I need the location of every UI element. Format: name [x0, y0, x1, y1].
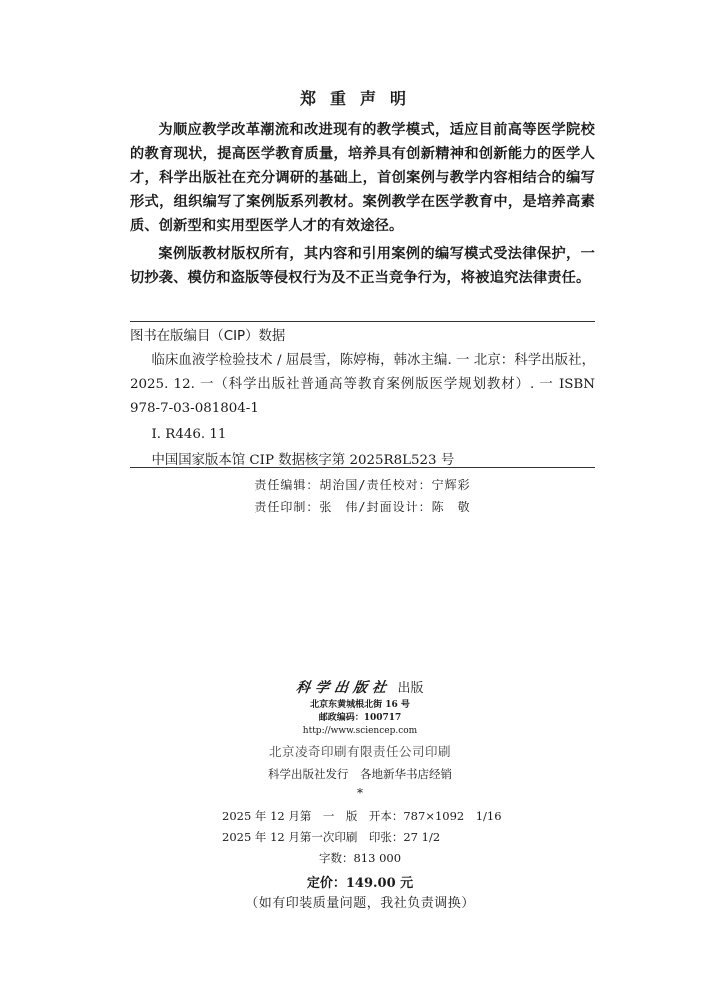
declaration-paragraph-1: 为顺应教学改革潮流和改进现有的教学模式，适应目前高等医学院校的教育现状，提高医学教育质量，培养具有创新精神和创新能力的医学人才，科学出版社在充分调研的基础上，首创案例与教学内容相结合的编写形式，组织编写了案例版系列教材。案例教学在医学教育中，是培养高素质、创新型和实用型医学人才的有效途径。 — [130, 122, 595, 234]
publisher-line — [0, 678, 720, 699]
publisher-logo: 科学出版社 — [295, 680, 393, 696]
word-count: 字数：813 000 — [318, 851, 402, 865]
edition-spec: 2025 年 12 月第 一 版 开本：787×1092 1/16 — [222, 809, 502, 823]
cip-top-rule — [130, 321, 595, 322]
credits-line-2: 责任印制：张 伟/封面设计：陈 敬 — [254, 500, 471, 514]
cip-classification: Ⅰ. R446. 11 — [151, 427, 227, 442]
publisher-block — [0, 678, 720, 738]
distribution-line: 科学出版社发行 各地新华书店经销 — [268, 767, 452, 781]
publisher-postcode: 邮政编码：100717 — [318, 713, 402, 723]
cip-record: 临床血液学检验技术 / 屈晨雪，陈婷梅，韩冰主编. 一 北京：科学出版社，2025. 12. 一（科学出版社普通高等教育案例版医学规划教材）. 一 ISBN 978-7-03-081804-1 — [130, 353, 595, 416]
credits-line-1: 责任编辑：胡治国/责任校对：宁辉彩 — [254, 478, 471, 492]
separator-star: * — [357, 786, 363, 800]
cip-bottom-rule — [130, 467, 595, 468]
cip-block — [130, 325, 595, 473]
publisher-suffix: 出版 — [397, 681, 424, 696]
printer-line: 北京凌奇印刷有限责任公司印刷 — [268, 744, 451, 759]
publisher-address: 北京东黄城根北街 16 号 — [310, 700, 410, 710]
editorial-credits — [0, 474, 720, 518]
price: 定价：149.00 元 — [306, 876, 414, 891]
cip-heading: 图书在版编目（CIP）数据 — [130, 329, 286, 344]
declaration-body — [130, 118, 595, 294]
publisher-url: http://www.sciencep.com — [302, 726, 418, 736]
printing-spec: 2025 年 12 月第一次印刷 印张：27 1/2 — [222, 830, 441, 844]
cip-approval-number: 中国国家版本馆 CIP 数据核字第 2025R8L523 号 — [151, 453, 455, 468]
quality-note: （如有印装质量问题，我社负责调换） — [245, 896, 475, 911]
declaration-paragraph-2: 案例版教材版权所有，其内容和引用案例的编写模式受法律保护，一切抄袭、模仿和盗版等侵权行为及不正当竞争行为，将被追究法律责任。 — [130, 246, 595, 286]
declaration-title: 郑重声明 — [299, 89, 420, 108]
